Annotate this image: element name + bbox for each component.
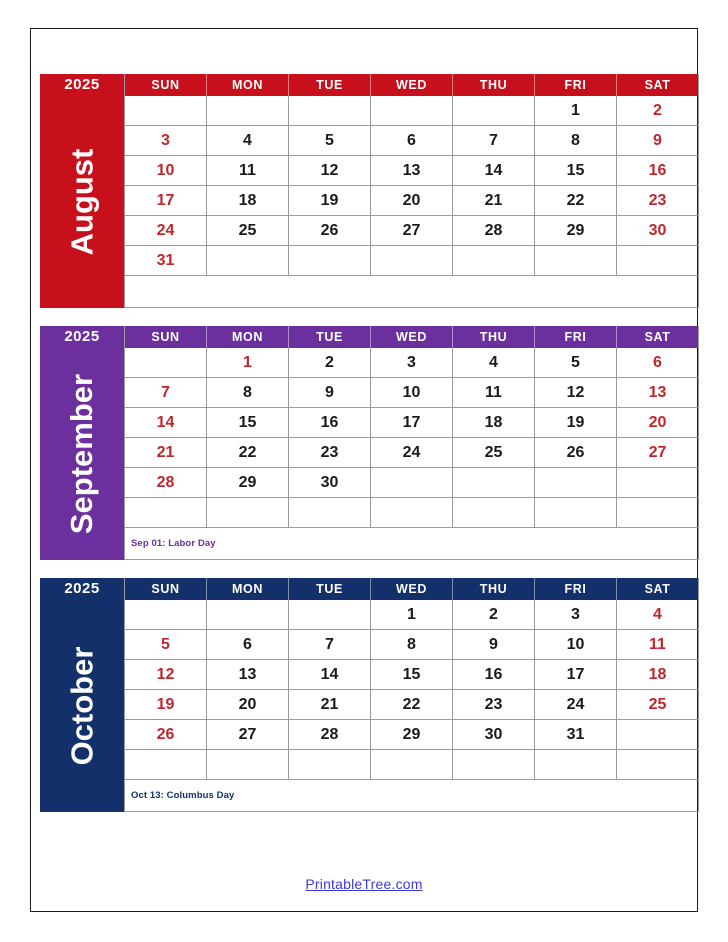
week-row [125,468,699,498]
day-cell[interactable]: 12 [125,660,207,690]
weekday-header-fri: FRI [535,74,617,96]
day-cell[interactable]: 26 [289,216,371,246]
day-cell[interactable] [453,750,535,780]
day-cell[interactable]: 5 [535,348,617,378]
month-block-october [40,578,698,812]
month-year-august: 2025 [64,76,100,93]
day-cell[interactable]: 13 [371,156,453,186]
month-grid-september [124,326,699,560]
weekday-header-wed: WED [371,326,453,348]
day-cell[interactable]: 11 [617,630,699,660]
weekday-header-sun: SUN [125,74,207,96]
weekday-header-mon: MON [207,74,289,96]
day-cell[interactable]: 7 [289,630,371,660]
day-cell[interactable]: 17 [371,408,453,438]
day-cell[interactable]: 5 [289,126,371,156]
day-cell[interactable] [289,498,371,528]
weekday-header-thu: THU [453,578,535,600]
day-cell[interactable] [617,720,699,750]
month-grid-august [124,74,699,308]
weekday-header-row-september [125,326,699,348]
month-spine-october [40,578,124,812]
day-cell[interactable]: 29 [535,216,617,246]
day-cell[interactable]: 6 [207,630,289,660]
day-cell[interactable]: 15 [371,660,453,690]
day-cell[interactable]: 26 [535,438,617,468]
calendar-sheet [40,74,688,830]
day-cell[interactable]: 20 [207,690,289,720]
day-cell[interactable]: 2 [453,600,535,630]
day-cell[interactable]: 24 [535,690,617,720]
day-cell[interactable]: 25 [453,438,535,468]
day-cell[interactable]: 28 [289,720,371,750]
day-cell[interactable]: 19 [535,408,617,438]
day-cell[interactable] [289,600,371,630]
day-cell[interactable]: 4 [207,126,289,156]
week-row [125,660,699,690]
weekday-header-sun: SUN [125,578,207,600]
day-cell[interactable]: 28 [453,216,535,246]
weekday-header-tue: TUE [289,326,371,348]
day-cell[interactable]: 15 [207,408,289,438]
month-name-wrap-october [40,600,124,812]
day-cell[interactable]: 6 [617,348,699,378]
day-cell[interactable] [535,246,617,276]
day-cell[interactable]: 3 [371,348,453,378]
weekday-header-sun: SUN [125,326,207,348]
week-row [125,600,699,630]
day-cell[interactable] [125,600,207,630]
month-spine-september [40,326,124,560]
month-block-august [40,74,698,308]
day-cell[interactable]: 30 [617,216,699,246]
day-cell[interactable]: 23 [453,690,535,720]
week-row [125,498,699,528]
day-cell[interactable]: 17 [125,186,207,216]
day-cell[interactable]: 18 [617,660,699,690]
month-spine-august [40,74,124,308]
holiday-note-september: Sep 01: Labor Day [125,528,699,560]
day-cell[interactable]: 22 [535,186,617,216]
day-cell[interactable] [207,498,289,528]
day-cell[interactable]: 29 [371,720,453,750]
month-year-september: 2025 [64,328,100,345]
day-cell-holiday[interactable]: 1 [207,348,289,378]
weekday-header-sat: SAT [617,578,699,600]
month-name-wrap-september [40,348,124,560]
page-footer [0,876,728,894]
month-name-wrap-august [40,96,124,308]
day-cell[interactable]: 21 [453,186,535,216]
day-cell[interactable] [125,498,207,528]
day-cell[interactable] [453,246,535,276]
day-cell[interactable]: 2 [617,96,699,126]
day-cell[interactable]: 16 [617,156,699,186]
day-cell[interactable] [125,348,207,378]
week-row [125,408,699,438]
day-cell[interactable]: 11 [207,156,289,186]
weekday-header-sat: SAT [617,74,699,96]
weekday-header-fri: FRI [535,578,617,600]
week-row [125,720,699,750]
day-cell[interactable]: 14 [453,156,535,186]
week-row [125,216,699,246]
day-cell[interactable]: 19 [125,690,207,720]
week-row [125,630,699,660]
day-cell[interactable] [125,750,207,780]
day-cell[interactable]: 14 [289,660,371,690]
week-row [125,438,699,468]
day-cell[interactable]: 20 [371,186,453,216]
holiday-note-october: Oct 13: Columbus Day [125,780,699,812]
day-cell[interactable]: 23 [289,438,371,468]
day-cell[interactable] [207,600,289,630]
weekday-header-tue: TUE [289,578,371,600]
day-cell[interactable]: 15 [535,156,617,186]
day-cell[interactable] [535,750,617,780]
day-cell[interactable]: 6 [371,126,453,156]
day-cell[interactable] [617,498,699,528]
day-cell[interactable] [535,468,617,498]
day-cell[interactable] [371,96,453,126]
weekday-header-thu: THU [453,74,535,96]
day-cell[interactable]: 3 [535,600,617,630]
day-cell[interactable]: 4 [453,348,535,378]
day-cell[interactable]: 8 [535,126,617,156]
weekday-header-row-october [125,578,699,600]
month-year-october: 2025 [64,580,100,597]
day-cell[interactable] [207,750,289,780]
weekday-header-fri: FRI [535,326,617,348]
weekday-header-tue: TUE [289,74,371,96]
day-cell[interactable]: 25 [617,690,699,720]
day-cell[interactable]: 16 [289,408,371,438]
month-name-august: August [64,148,100,256]
day-cell[interactable]: 18 [207,186,289,216]
day-cell[interactable]: 21 [289,690,371,720]
day-cell[interactable]: 22 [207,438,289,468]
day-cell[interactable]: 24 [125,216,207,246]
day-cell[interactable]: 20 [617,408,699,438]
day-cell[interactable]: 10 [125,156,207,186]
day-cell[interactable]: 16 [453,660,535,690]
day-cell[interactable] [617,750,699,780]
day-cell[interactable]: 8 [371,630,453,660]
day-cell[interactable]: 12 [289,156,371,186]
month-block-september [40,326,698,560]
day-cell[interactable]: 31 [535,720,617,750]
day-cell[interactable]: 26 [125,720,207,750]
day-cell[interactable]: 2 [289,348,371,378]
day-cell[interactable]: 13 [617,378,699,408]
week-row [125,126,699,156]
day-cell-holiday[interactable]: 13 [207,660,289,690]
weekday-header-row-august [125,74,699,96]
month-grid-october [124,578,699,812]
printabletree-link[interactable]: PrintableTree.com [305,876,423,892]
day-cell[interactable]: 9 [289,378,371,408]
day-cell[interactable]: 24 [371,438,453,468]
month-name-october: October [64,646,100,766]
day-cell[interactable]: 22 [371,690,453,720]
day-cell[interactable]: 9 [617,126,699,156]
day-cell[interactable] [289,750,371,780]
holiday-note-august [125,276,699,308]
weekday-header-sat: SAT [617,326,699,348]
day-cell[interactable] [535,498,617,528]
day-cell[interactable]: 18 [453,408,535,438]
day-cell[interactable] [371,498,453,528]
day-cell[interactable] [617,246,699,276]
weekday-header-wed: WED [371,578,453,600]
day-cell[interactable]: 4 [617,600,699,630]
day-cell[interactable] [125,96,207,126]
day-cell[interactable]: 31 [125,246,207,276]
day-cell[interactable]: 30 [453,720,535,750]
day-cell[interactable]: 14 [125,408,207,438]
weekday-header-mon: MON [207,578,289,600]
day-cell[interactable]: 5 [125,630,207,660]
day-cell[interactable]: 8 [207,378,289,408]
week-row [125,186,699,216]
day-cell[interactable]: 7 [125,378,207,408]
day-cell[interactable]: 12 [535,378,617,408]
day-cell[interactable]: 21 [125,438,207,468]
week-row [125,378,699,408]
day-cell[interactable]: 30 [289,468,371,498]
month-name-september: September [64,373,100,535]
day-cell[interactable]: 29 [207,468,289,498]
week-row [125,246,699,276]
day-cell[interactable]: 1 [535,96,617,126]
day-cell[interactable] [207,96,289,126]
day-cell[interactable]: 10 [535,630,617,660]
day-cell[interactable] [453,96,535,126]
day-cell[interactable] [453,498,535,528]
day-cell[interactable] [289,246,371,276]
day-cell[interactable]: 27 [371,216,453,246]
day-cell[interactable]: 28 [125,468,207,498]
day-cell[interactable]: 23 [617,186,699,216]
day-cell[interactable] [371,468,453,498]
day-cell[interactable]: 17 [535,660,617,690]
day-cell[interactable] [289,96,371,126]
day-cell[interactable] [371,750,453,780]
weekday-header-mon: MON [207,326,289,348]
day-cell[interactable]: 10 [371,378,453,408]
week-row [125,96,699,126]
day-cell[interactable] [371,246,453,276]
day-cell[interactable] [453,468,535,498]
week-row [125,348,699,378]
weekday-header-thu: THU [453,326,535,348]
day-cell[interactable]: 27 [207,720,289,750]
weekday-header-wed: WED [371,74,453,96]
week-row [125,690,699,720]
day-cell[interactable]: 1 [371,600,453,630]
day-cell[interactable]: 11 [453,378,535,408]
day-cell[interactable]: 19 [289,186,371,216]
week-row [125,156,699,186]
day-cell[interactable]: 27 [617,438,699,468]
day-cell[interactable] [617,468,699,498]
day-cell[interactable]: 9 [453,630,535,660]
week-row [125,750,699,780]
day-cell[interactable]: 3 [125,126,207,156]
day-cell[interactable] [207,246,289,276]
day-cell[interactable]: 25 [207,216,289,246]
day-cell[interactable]: 7 [453,126,535,156]
